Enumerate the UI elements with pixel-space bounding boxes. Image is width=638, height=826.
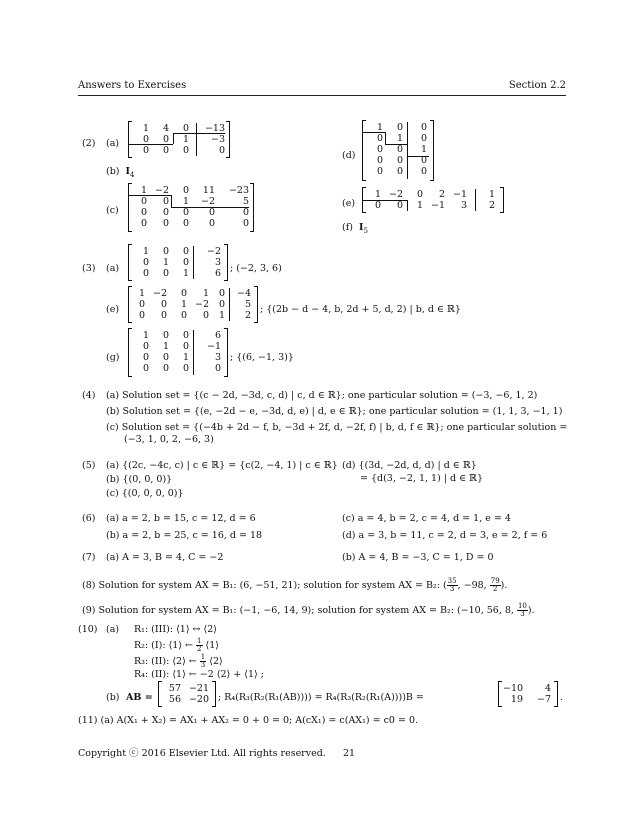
matrix-2e-cell: 1 (416, 200, 423, 211)
matrix-3g (128, 328, 228, 377)
matrix-3a-cell: 0 (162, 268, 169, 279)
problem-3e-label: (e) (106, 304, 120, 315)
matrix-3a-cell: 1 (162, 257, 169, 268)
matrix-2a-cell: 0 (218, 145, 225, 156)
matrix-3a-cell: 0 (142, 257, 149, 268)
row-op-r1: R₁: (III): ⟨1⟩ ↔ ⟨2⟩ (134, 624, 217, 635)
matrix-2a-cell: 0 (142, 134, 149, 145)
problem-7a: (a) A = 3, B = 4, C = −2 (106, 552, 224, 563)
matrix-2e-cell: 0 (416, 189, 423, 200)
problem-2c-label: (c) (106, 205, 119, 216)
problem-10-number: (10) (78, 624, 98, 635)
matrix-2c-cell: 0 (182, 207, 189, 218)
matrix-2e (362, 187, 504, 213)
matrix-2d-cell: 1 (376, 122, 383, 133)
problem-6a: (a) a = 2, b = 15, c = 12, d = 6 (106, 513, 256, 524)
matrix-ab-cell: 56 (168, 694, 181, 705)
matrix-2c-cell: −2 (154, 185, 169, 196)
problem-3-number: (3) (82, 263, 96, 274)
matrix-2c-cell: 1 (140, 185, 147, 196)
matrix-2d-cell: 0 (420, 166, 427, 177)
matrix-3e-cell: 0 (138, 299, 145, 310)
matrix-3g-cell: 1 (182, 352, 189, 363)
matrix-result-cell: −10 (503, 683, 524, 694)
matrix-3e-cell: 0 (160, 310, 167, 321)
matrix-2a-cell: −13 (204, 123, 225, 134)
matrix-result-cell: −7 (536, 694, 551, 705)
problem-6c: (c) a = 4, b = 2, c = 4, d = 1, e = 4 (342, 513, 511, 524)
matrix-3g-cell: 3 (214, 352, 221, 363)
matrix-2a-cell: 0 (182, 145, 189, 156)
matrix-2d-cell: 0 (396, 155, 403, 166)
page-number: 21 (343, 748, 356, 759)
problem-10a-label: (a) (106, 624, 120, 635)
problem-7b: (b) A = 4, B = −3, C = 1, D = 0 (342, 552, 494, 563)
problem-3a-label: (a) (106, 263, 120, 274)
matrix-ab (158, 681, 216, 707)
problem-5a: (a) {(2c, −4c, c) | c ∈ ℝ} = {c(2, −4, 1) | c ∈ ℝ} (106, 460, 338, 471)
matrix-3a-cell: 0 (162, 246, 169, 257)
matrix-3e-cell: 1 (138, 288, 145, 299)
matrix-3e-cell: 1 (218, 310, 225, 321)
matrix-2e-cell: 0 (374, 200, 381, 211)
matrix-3a-cell: 6 (214, 268, 221, 279)
matrix-3a-cell: 0 (142, 268, 149, 279)
matrix-3e-cell: −2 (152, 288, 167, 299)
matrix-3e-cell: −2 (194, 299, 209, 310)
matrix-3a-cell: 0 (182, 246, 189, 257)
matrix-3e-cell: 0 (180, 310, 187, 321)
matrix-2c-cell: 0 (140, 207, 147, 218)
matrix-3a-cell: −2 (206, 246, 221, 257)
matrix-2c-cell: 0 (140, 218, 147, 229)
header-rule (78, 95, 566, 96)
matrix-2d-cell: 0 (396, 144, 403, 155)
problem-6d: (d) a = 3, b = 11, c = 2, d = 3, e = 2, f = 6 (342, 530, 548, 541)
matrix-2d-cell: 0 (396, 166, 403, 177)
matrix-3e-cell: 1 (180, 299, 187, 310)
matrix-2c-cell: 11 (202, 185, 215, 196)
row-op-r3: R₃: (II): ⟨2⟩ ← $\frac{1}{3}$ ⟨2⟩ (134, 653, 223, 669)
matrix-2c-cell: 0 (208, 207, 215, 218)
matrix-3e-cell: 0 (218, 288, 225, 299)
identity-matrix-symbol: I (358, 222, 364, 233)
matrix-3g-cell: 0 (214, 363, 221, 374)
matrix-2d (362, 120, 434, 181)
problem-5d-line1: (d) {(3d, −2d, d, d) | d ∈ ℝ} (342, 460, 477, 471)
matrix-3g-cell: 0 (162, 352, 169, 363)
matrix-2e-cell: 3 (460, 200, 467, 211)
matrix-2a-cell: 1 (182, 134, 189, 145)
matrix-ab-cell: −21 (188, 683, 209, 694)
problem-2a-label: (a) (106, 138, 120, 149)
matrix-2a-cell: 0 (162, 134, 169, 145)
matrix-2e-cell: 2 (488, 200, 495, 211)
solution-3g: ; {(6, −1, 3)} (230, 352, 294, 363)
matrix-2d-cell: 0 (420, 155, 427, 166)
matrix-2c-cell: 0 (162, 207, 169, 218)
matrix-2a-cell: 0 (142, 145, 149, 156)
matrix-3g-cell: 0 (162, 363, 169, 374)
problem-11: (11) (a) A(X₁ + X₂) = AX₁ + AX₂ = 0 + 0 = 0; A(cX₁) = c(AX₁) = c0 = 0. (78, 715, 419, 726)
matrix-2c-cell: 0 (242, 218, 249, 229)
matrix-3g-cell: 0 (142, 341, 149, 352)
copyright-footer: Copyright ⓒ 2016 Elsevier Ltd. All rights reserved. (78, 748, 326, 759)
matrix-3g-cell: 0 (142, 352, 149, 363)
matrix-3a (128, 244, 228, 281)
problem-4a: (a) Solution set = {(c − 2d, −3d, c, d) | c, d ∈ ℝ}; one particular solution = (−3, −6, 1, 2) (106, 390, 538, 401)
matrix-3e-cell: 0 (138, 310, 145, 321)
matrix-3a-cell: 1 (142, 246, 149, 257)
matrix-3e (128, 286, 258, 323)
matrix-2c-cell: 0 (182, 185, 189, 196)
matrix-2c-cell: 5 (242, 196, 249, 207)
matrix-3g-cell: 0 (182, 363, 189, 374)
running-header-left: Answers to Exercises (78, 80, 187, 91)
matrix-2e-cell: 2 (438, 189, 445, 200)
matrix-2e-cell: −2 (388, 189, 403, 200)
matrix-ab-cell: 57 (168, 683, 181, 694)
matrix-result-cell: 4 (544, 683, 551, 694)
problem-4b: (b) Solution set = {(e, −2d − e, −3d, d, e) | d, e ∈ ℝ}; one particular solution = (1, 1, 3, −1, 1) (106, 406, 563, 417)
matrix-2c-cell: −2 (200, 196, 215, 207)
problem-10b-period: . (560, 692, 564, 703)
problem-5d-line2: = {d(3, −2, 1, 1) | d ∈ ℝ} (360, 473, 484, 484)
matrix-2e-cell: 1 (374, 189, 381, 200)
matrix-3g-cell: 0 (142, 363, 149, 374)
matrix-2d-cell: 1 (420, 144, 427, 155)
problem-2e-label: (e) (342, 198, 356, 209)
matrix-2c-cell: 0 (182, 218, 189, 229)
matrix-3g-cell: 1 (142, 330, 149, 341)
solution-3a: ; (−2, 3, 6) (230, 263, 282, 274)
problem-5b: (b) {(0, 0, 0)} (106, 474, 173, 485)
matrix-2c-cell: 0 (162, 218, 169, 229)
matrix-2d-cell: 0 (420, 133, 427, 144)
matrix-2c-cell: −23 (228, 185, 249, 196)
row-op-r2: R₂: (I): ⟨1⟩ ← $\frac{1}{2}$ ⟨1⟩ (134, 637, 220, 653)
problem-10b-statement: ; R₄(R₃(R₂(R₁(AB)))) = R₄(R₃(R₂(R₁(A))))B = (218, 692, 424, 703)
matrix-2d-cell: 1 (396, 133, 403, 144)
matrix-3e-cell: 0 (160, 299, 167, 310)
matrix-2a-cell: −3 (210, 134, 225, 145)
problem-6-number: (6) (82, 513, 96, 524)
matrix-2a (128, 121, 230, 158)
problem-2-number: (2) (82, 138, 96, 149)
problem-5-number: (5) (82, 460, 96, 471)
matrix-2e-cell: 0 (396, 200, 403, 211)
matrix-2c-cell: 0 (242, 207, 249, 218)
matrix-2d-cell: 0 (420, 122, 427, 133)
identity-matrix-symbol: I (125, 166, 130, 177)
matrix-3a-cell: 0 (182, 257, 189, 268)
matrix-2a-cell: 0 (182, 123, 189, 134)
problem-4c-line2: (−3, 1, 0, 2, −6, 3) (124, 434, 214, 445)
problem-8: (8) Solution for system AX = B₁: (6, −51, 21); solution for system AX = B₂: ( $\frac{35}{3}$ , −98, $\frac{79}{2}$ ). (82, 577, 508, 593)
matrix-2d-cell: 0 (376, 166, 383, 177)
matrix-3e-cell: 0 (180, 288, 187, 299)
problem-2d-label: (d) (342, 150, 356, 161)
problem-5c: (c) {(0, 0, 0, 0)} (106, 488, 184, 499)
problem-9: (9) Solution for system AX = B₁: (−1, −6, 14, 9); solution for system AX = B₂: (−10, 56, 8, $\frac{10}{3}$ ). (82, 602, 535, 618)
matrix-3e-cell: 5 (244, 299, 251, 310)
matrix-2c-cell: 0 (208, 218, 215, 229)
matrix-ab-cell: −20 (188, 694, 209, 705)
matrix-3e-cell: −4 (236, 288, 251, 299)
problem-4-number: (4) (82, 390, 96, 401)
matrix-3g-cell: 0 (182, 341, 189, 352)
problem-10b-label: (b) (106, 692, 120, 703)
matrix-2c (128, 183, 254, 232)
matrix-2d-cell: 0 (376, 133, 383, 144)
problem-2b-label: (b) $I_4$ (106, 166, 135, 179)
matrix-result-cell: 19 (510, 694, 523, 705)
matrix-2d-cell: 0 (376, 155, 383, 166)
matrix-3g-cell: 6 (214, 330, 221, 341)
matrix-2c-cell: 0 (140, 196, 147, 207)
ab-equals: AB = (126, 692, 153, 703)
matrix-2a-cell: 4 (162, 123, 169, 134)
matrix-3g-cell: −1 (206, 341, 221, 352)
problem-3g-label: (g) (106, 352, 120, 363)
problem-6b: (b) a = 2, b = 25, c = 16, d = 18 (106, 530, 263, 541)
matrix-2e-cell: −1 (452, 189, 467, 200)
matrix-2c-cell: 1 (182, 196, 189, 207)
matrix-3e-cell: 2 (244, 310, 251, 321)
matrix-3e-cell: 1 (202, 288, 209, 299)
matrix-3e-cell: 0 (202, 310, 209, 321)
matrix-2d-cell: 0 (376, 144, 383, 155)
row-op-r4: R₄: (II): ⟨1⟩ ← −2 ⟨2⟩ + ⟨1⟩ ; (134, 669, 264, 680)
matrix-3a-cell: 3 (214, 257, 221, 268)
matrix-3g-cell: 0 (182, 330, 189, 341)
matrix-3g-cell: 0 (162, 330, 169, 341)
matrix-2e-cell: −1 (430, 200, 445, 211)
matrix-2a-cell: 1 (142, 123, 149, 134)
matrix-3e-cell: 0 (218, 299, 225, 310)
matrix-2a-cell: 0 (162, 145, 169, 156)
problem-7-number: (7) (82, 552, 96, 563)
matrix-3g-cell: 1 (162, 341, 169, 352)
problem-4c-line1: (c) Solution set = {(−4b + 2d − f, b, −3d + 2f, d, −2f, f) | b, d, f ∈ ℝ}; one particular solution = (106, 422, 568, 433)
matrix-3a-cell: 1 (182, 268, 189, 279)
running-header-right: Section 2.2 (508, 80, 566, 91)
problem-2f-label: (f) $I_5$ (342, 222, 368, 235)
solution-3e: ; {(2b − d − 4, b, 2d + 5, d, 2) | b, d ∈ ℝ} (260, 304, 461, 315)
matrix-2d-cell: 0 (396, 122, 403, 133)
matrix-2e-cell: 1 (488, 189, 495, 200)
matrix-result (498, 681, 558, 707)
matrix-2c-cell: 0 (162, 196, 169, 207)
